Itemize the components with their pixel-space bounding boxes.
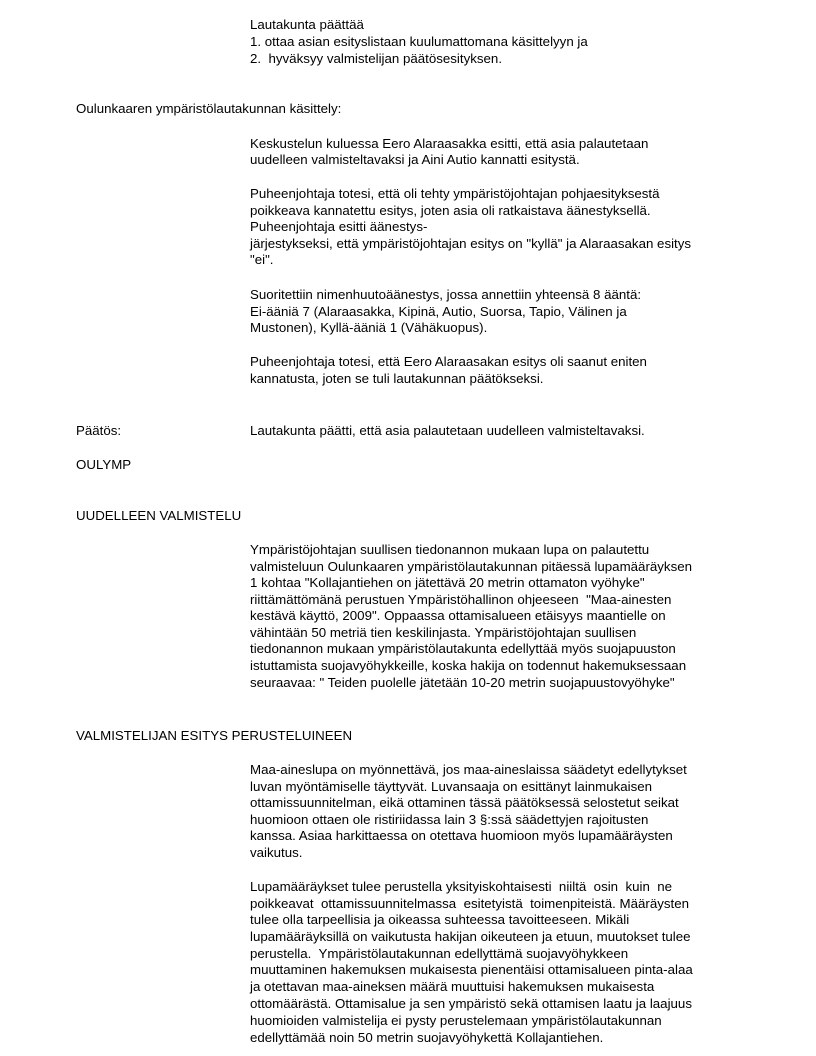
paragraph-line: Lupamääräykset tulee perustella yksityiskohtaisesti niiltä osin kuin ne [250,879,673,894]
intro-line: Lautakunta päättää [250,17,364,32]
paragraph-line: vaikutus. [250,845,303,860]
intro-line: 1. ottaa asian esityslistaan kuulumattomana käsittelyyn ja [250,34,588,49]
paragraph-line: luvan myöntämiselle täyttyvät. Luvansaaja on esittänyt lainmukaisen [250,779,653,794]
paragraph-line: vähintään 50 metriä tien keskilinjasta. Ympäristöjohtajan suullisen [250,625,637,640]
paragraph-line: poikkeavat ottamissuunnitelmassa esitetyistä toimenpiteistä. Määräysten [250,896,690,911]
paragraph-line: muuttaminen hakemuksen mukaisesta pienentäisi ottamisalueen pinta-alaa [250,962,693,977]
intro-line: 2. hyväksyy valmistelijan päätösesityksen. [250,51,503,66]
paragraph-line: Ei-ääniä 7 (Alaraasakka, Kipinä, Autio, Suorsa, Tapio, Välinen ja [250,304,627,319]
paragraph-line: 1 kohtaa "Kollajantiehen on jätettävä 20 metrin ottamaton vyöhyke" [250,575,645,590]
paragraph-line: Puheenjohtaja esitti äänestys- [250,219,428,234]
paragraph-line: ottomäärästä. Ottamisalue ja sen ympäristö sekä ottamisen laatu ja laajuus [250,996,692,1011]
paragraph-line: kestävä käyttö, 2009". Oppaassa ottamisalueen etäisyys maantielle on [250,608,666,623]
paragraph-line: Keskustelun kuluessa Eero Alaraasakka esitti, että asia palautetaan [250,136,649,151]
paragraph-line: "ei". [250,252,274,267]
handling-heading: Oulunkaaren ympäristölautakunnan käsittely: [76,101,342,116]
paragraph-line: huomioon ottaen ole ristiriidassa lain 3 §:ssä säädettyjen rajoitusten [250,812,649,827]
paragraph-line: istuttamista suojavyöhykkeille, koska hakija on todennut hakemuksessaan [250,658,687,673]
paragraph-line: tiedonannon mukaan ympäristölautakunta edellyttää myös suojapuuston [250,641,676,656]
paragraph-line: valmisteluun Oulunkaaren ympäristölautakunnan pitäessä lupamääräyksen [250,559,693,574]
paragraph-line: Ympäristöjohtajan suullisen tiedonannon mukaan lupa on palautettu [250,542,650,557]
paragraph-line: kanssa. Asiaa harkittaessa on otettava huomioon myös lupamääräysten [250,828,673,843]
paragraph-line: kannatusta, joten se tuli lautakunnan päätökseksi. [250,371,544,386]
paragraph-line: tulee olla tarpeellisia ja oikeassa suhteessa tavoitteeseen. Mikäli [250,912,630,927]
paragraph-line: Puheenjohtaja totesi, että oli tehty ympäristöjohtajan pohjaesityksestä [250,186,660,201]
paragraph-line: Maa-aineslupa on myönnettävä, jos maa-aineslaissa säädetyt edellytykset [250,762,687,777]
paragraph-line: ottamissuunnitelman, eikä ottaminen tässä päätöksessä selostetut seikat [250,795,679,810]
decision-text: Lautakunta päätti, että asia palautetaan uudelleen valmisteltavaksi. [250,423,645,438]
paragraph-line: järjestykseksi, että ympäristöjohtajan esitys on "kyllä" ja Alaraasakan esitys [250,236,692,251]
paragraph-line: Suoritettiin nimenhuutoäänestys, jossa annettiin yhteensä 8 ääntä: [250,287,642,302]
paragraph-line: huomioiden valmistelija ei pysty perustelemaan ympäristölautakunnan [250,1013,662,1028]
paragraph-line: ja otettavan maa-aineksen määrä muuttuisi hakemuksen mukaisesta [250,979,655,994]
decision-label: Päätös: [76,423,122,438]
paragraph-line: poikkeava kannatettu esitys, joten asia oli ratkaistava äänestyksellä. [250,203,651,218]
paragraph-line: perustella. Ympäristölautakunnan edellyttämä suojavyöhykkeen [250,946,629,961]
paragraph-line: riittämättömänä perustuen Ympäristöhallinon ohjeeseen "Maa-ainesten [250,592,672,607]
paragraph-line: edellyttämää noin 50 metrin suojavyöhykettä Kollajantiehen. [250,1030,604,1045]
paragraph-line: lupamääräyksillä on vaikutusta hakijan oikeuteen ja etuun, muutokset tulee [250,929,691,944]
proposal-heading: VALMISTELIJAN ESITYS PERUSTELUINEEN [76,728,353,743]
paragraph-line: uudelleen valmisteltavaksi ja Aini Autio kannatti esitystä. [250,152,580,167]
paragraph-line: Puheenjohtaja totesi, että Eero Alaraasakan esitys oli saanut eniten [250,354,647,369]
reprep-heading: UUDELLEEN VALMISTELU [76,508,242,523]
paragraph-line: Mustonen), Kyllä-ääniä 1 (Vähäkuopus). [250,320,488,335]
department-code: OULYMP [76,457,132,472]
paragraph-line: seuraavaa: " Teiden puolelle jätetään 10-20 metrin suojapuustovyöhyke" [250,675,675,690]
